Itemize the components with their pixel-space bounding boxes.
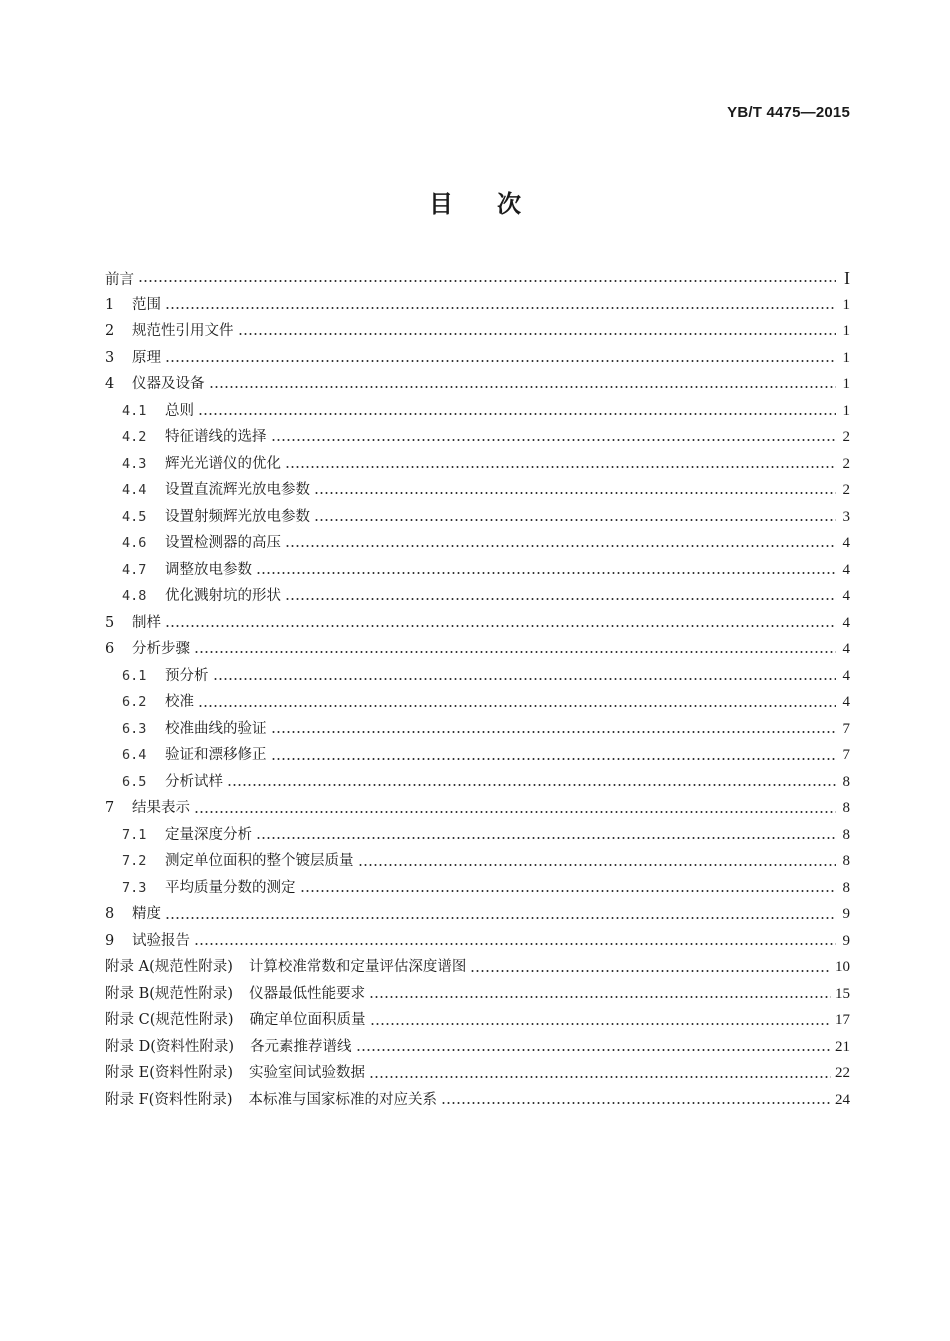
toc-entry[interactable] <box>105 663 850 690</box>
appendix-label: 附录 B(规范性附录) <box>105 985 234 1002</box>
dot-leader <box>165 307 836 309</box>
toc-entry[interactable] <box>105 769 850 796</box>
entry-title: 结果表示 <box>132 800 190 817</box>
section-number: 7.2 <box>122 853 147 870</box>
dot-leader <box>198 413 836 415</box>
page-number: 9 <box>842 932 850 949</box>
page-number: 3 <box>842 508 850 525</box>
page-number: 8 <box>842 826 850 843</box>
entry-title: 实验室间试验数据 <box>249 1065 366 1082</box>
section-number: 6.4 <box>122 747 147 764</box>
toc-entry[interactable] <box>105 901 850 928</box>
dot-leader <box>165 360 836 362</box>
section-number: 3 <box>105 349 115 366</box>
entry-title: 定量深度分析 <box>165 826 252 843</box>
section-number: 4 <box>105 376 115 393</box>
dot-leader <box>285 545 836 547</box>
dot-leader <box>256 572 836 574</box>
section-number: 7.3 <box>122 879 147 896</box>
section-number: 6 <box>105 641 115 658</box>
dot-leader <box>198 705 836 707</box>
section-number: 4.8 <box>122 588 147 605</box>
page-number: 1 <box>842 349 850 366</box>
dot-leader <box>314 492 836 494</box>
page-number: 4 <box>842 641 850 658</box>
page-number: 21 <box>835 1038 850 1055</box>
toc-entry[interactable] <box>105 1087 850 1114</box>
entry-title: 本标准与国家标准的对应关系 <box>248 1091 437 1108</box>
section-number: 1 <box>105 296 115 313</box>
section-number: 6.1 <box>122 667 147 684</box>
section-number: 7.1 <box>122 826 147 843</box>
entry-title: 测定单位面积的整个镀层质量 <box>165 853 354 870</box>
entry-title: 原理 <box>132 349 161 366</box>
toc-entry[interactable] <box>105 1060 850 1087</box>
appendix-label: 附录 C(规范性附录) <box>105 1012 234 1029</box>
page-number: 4 <box>842 588 850 605</box>
page-number: 1 <box>842 376 850 393</box>
section-number: 6.3 <box>122 720 147 737</box>
entry-title: 总则 <box>165 402 194 419</box>
dot-leader <box>356 1049 831 1051</box>
entry-title: 前言 <box>105 272 134 288</box>
section-number: 6.5 <box>122 773 147 790</box>
page-number: 7 <box>842 747 850 764</box>
entry-title: 规范性引用文件 <box>132 323 234 340</box>
entry-title: 仪器最低性能要求 <box>249 985 366 1002</box>
entry-title: 辉光光谱仪的优化 <box>165 455 281 472</box>
page-number: 7 <box>842 720 850 737</box>
entry-title: 分析试样 <box>165 773 223 790</box>
dot-leader <box>194 651 836 653</box>
toc-entry[interactable] <box>105 848 850 875</box>
toc-entry[interactable] <box>105 477 850 504</box>
page-number: I <box>844 268 850 288</box>
toc-entry[interactable] <box>105 954 850 981</box>
page-number: 8 <box>842 773 850 790</box>
section-number: 2 <box>105 323 115 340</box>
toc-entry[interactable] <box>105 928 850 955</box>
toc-entry[interactable] <box>105 265 850 292</box>
appendix-label: 附录 D(资料性附录) <box>105 1038 235 1055</box>
page-number: 8 <box>842 853 850 870</box>
dot-leader <box>256 837 836 839</box>
page-number: 4 <box>842 694 850 711</box>
toc-entry[interactable] <box>105 292 850 319</box>
dot-leader <box>194 811 836 813</box>
page-number: 1 <box>842 323 850 340</box>
dot-leader <box>238 333 837 335</box>
dot-leader <box>165 917 836 919</box>
section-number: 4.2 <box>122 429 147 446</box>
toc-entry[interactable] <box>105 398 850 425</box>
dot-leader <box>370 1023 831 1025</box>
dot-leader <box>358 864 837 866</box>
toc-entry[interactable] <box>105 424 850 451</box>
toc-entry[interactable] <box>105 1034 850 1061</box>
dot-leader <box>285 466 836 468</box>
toc-entry[interactable] <box>105 822 850 849</box>
toc-entry[interactable] <box>105 1007 850 1034</box>
entry-title: 精度 <box>132 906 161 923</box>
section-number: 4.3 <box>122 455 147 472</box>
dot-leader <box>314 519 836 521</box>
section-number: 9 <box>105 932 115 949</box>
dot-leader <box>213 678 837 680</box>
entry-title: 试验报告 <box>132 932 190 949</box>
dot-leader <box>369 1076 831 1078</box>
section-number: 4.4 <box>122 482 147 499</box>
dot-leader <box>271 758 837 760</box>
page-number: 4 <box>842 535 850 552</box>
page-number: 17 <box>835 1012 850 1029</box>
entry-title: 确定单位面积质量 <box>249 1012 366 1029</box>
entry-title: 调整放电参数 <box>165 561 252 578</box>
page-number: 8 <box>842 800 850 817</box>
entry-title: 设置直流辉光放电参数 <box>165 482 310 499</box>
page-number: 2 <box>842 482 850 499</box>
entry-title: 特征谱线的选择 <box>165 429 267 446</box>
toc-entry[interactable] <box>105 530 850 557</box>
toc-entry[interactable] <box>105 583 850 610</box>
section-number: 4.5 <box>122 508 147 525</box>
toc-entry[interactable] <box>105 689 850 716</box>
appendix-label: 附录 E(资料性附录) <box>105 1065 234 1082</box>
dot-leader <box>194 943 836 945</box>
entry-title: 验证和漂移修正 <box>165 747 267 764</box>
section-number: 4.1 <box>122 402 147 419</box>
dot-leader <box>209 386 837 388</box>
toc-entry[interactable] <box>105 981 850 1008</box>
entry-title: 设置射频辉光放电参数 <box>165 508 310 525</box>
toc-entry[interactable] <box>105 636 850 663</box>
appendix-label: 附录 A(规范性附录) <box>105 959 233 976</box>
section-number: 4.7 <box>122 561 147 578</box>
dot-leader <box>369 996 831 998</box>
dot-leader <box>271 439 837 441</box>
page-number: 1 <box>842 402 850 419</box>
page-number: 24 <box>835 1091 850 1108</box>
toc-entry[interactable] <box>105 795 850 822</box>
appendix-label: 附录 F(资料性附录) <box>105 1091 233 1108</box>
toc-entry[interactable] <box>105 504 850 531</box>
entry-title: 计算校准常数和定量评估深度谱图 <box>248 959 467 976</box>
toc-entry[interactable] <box>105 610 850 637</box>
page-number: 22 <box>835 1065 850 1082</box>
page-number: 10 <box>835 959 850 976</box>
entry-title: 设置检测器的高压 <box>165 535 281 552</box>
entry-title: 优化溅射坑的形状 <box>165 588 281 605</box>
page-number: 4 <box>842 561 850 578</box>
toc-entry[interactable] <box>105 451 850 478</box>
section-number: 8 <box>105 906 115 923</box>
toc-entry[interactable] <box>105 875 850 902</box>
entry-title: 校准 <box>165 694 194 711</box>
dot-leader <box>165 625 836 627</box>
toc-entry[interactable] <box>105 557 850 584</box>
toc-entry[interactable] <box>105 345 850 372</box>
page-number: 15 <box>835 985 850 1002</box>
entry-title: 制样 <box>132 614 161 631</box>
table-of-contents <box>105 265 850 1114</box>
section-number: 5 <box>105 614 115 631</box>
entry-title: 各元素推荐谱线 <box>250 1038 352 1055</box>
entry-title: 预分析 <box>165 667 209 684</box>
toc-entry[interactable] <box>105 371 850 398</box>
section-number: 7 <box>105 800 115 817</box>
page-number: 4 <box>842 614 850 631</box>
dot-leader <box>138 280 836 282</box>
page-number: 9 <box>842 906 850 923</box>
page-number: 1 <box>842 296 850 313</box>
page-title: 目次 <box>429 189 565 218</box>
dot-leader <box>285 598 836 600</box>
page-number: 4 <box>842 667 850 684</box>
section-number: 6.2 <box>122 694 147 711</box>
page-number: 8 <box>842 879 850 896</box>
toc-entry[interactable] <box>105 742 850 769</box>
dot-leader <box>227 784 836 786</box>
entry-title: 范围 <box>132 296 161 313</box>
dot-leader <box>470 970 831 972</box>
entry-title: 平均质量分数的测定 <box>165 879 296 896</box>
page-number: 2 <box>842 429 850 446</box>
entry-title: 仪器及设备 <box>132 376 205 393</box>
section-number: 4.6 <box>122 535 147 552</box>
toc-entry[interactable] <box>105 318 850 345</box>
dot-leader <box>271 731 837 733</box>
entry-title: 校准曲线的验证 <box>165 720 267 737</box>
page-number: 2 <box>842 455 850 472</box>
toc-entry[interactable] <box>105 716 850 743</box>
dot-leader <box>300 890 837 892</box>
document-number: YB/T 4475—2015 <box>727 104 850 121</box>
entry-title: 分析步骤 <box>132 641 190 658</box>
dot-leader <box>441 1102 831 1104</box>
